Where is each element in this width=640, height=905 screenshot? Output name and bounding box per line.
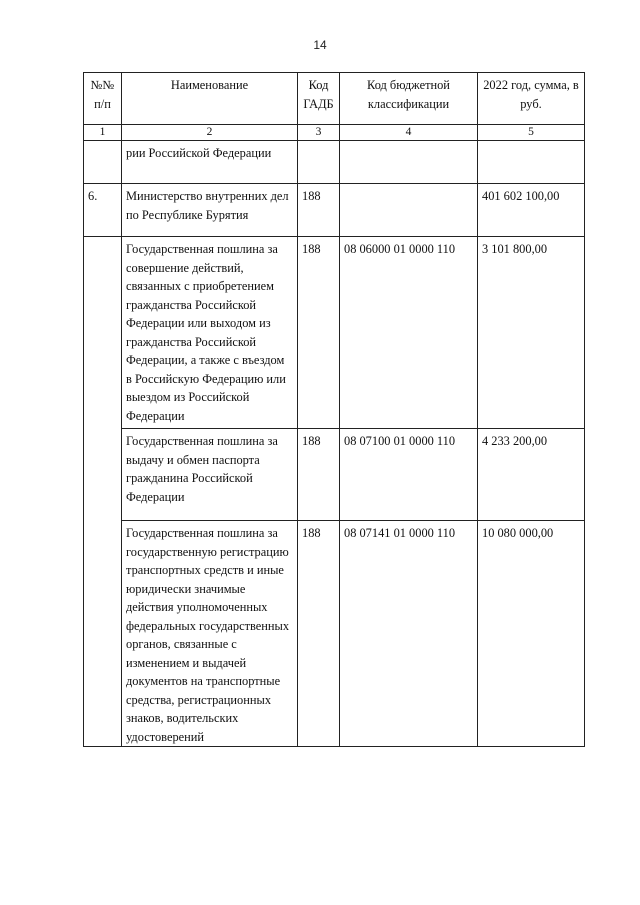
table-row <box>84 237 585 429</box>
row-gadb-code: 188 <box>298 237 340 429</box>
row-gadb-code <box>298 141 340 184</box>
row-sum: 4 233 200,00 <box>478 429 585 521</box>
row-number: 6. <box>84 184 122 237</box>
row-sum: 10 080 000,00 <box>478 521 585 747</box>
row-sum <box>478 141 585 184</box>
row-kbk: 08 07100 01 0000 110 <box>340 429 478 521</box>
header-name: Наименование <box>122 73 298 125</box>
table-header-row <box>84 73 585 125</box>
row-number <box>84 429 122 521</box>
column-number: 3 <box>298 125 340 141</box>
header-number: №№ п/п <box>84 73 122 125</box>
row-gadb-code: 188 <box>298 429 340 521</box>
row-number <box>84 141 122 184</box>
row-gadb-code: 188 <box>298 521 340 747</box>
table-row <box>84 429 585 521</box>
column-number: 5 <box>478 125 585 141</box>
row-gadb-code: 188 <box>298 184 340 237</box>
table-row <box>84 184 585 237</box>
row-name: рии Российской Федерации <box>122 141 298 184</box>
row-sum: 3 101 800,00 <box>478 237 585 429</box>
row-number <box>84 237 122 429</box>
column-number: 1 <box>84 125 122 141</box>
column-number: 2 <box>122 125 298 141</box>
row-kbk: 08 06000 01 0000 110 <box>340 237 478 429</box>
page-number: 14 <box>313 38 327 52</box>
column-numbering-row <box>84 125 585 141</box>
row-kbk <box>340 141 478 184</box>
header-budget-classification-code: Код бюджетной классификации <box>340 73 478 125</box>
table-row <box>84 141 585 184</box>
header-sum-2022: 2022 год, сумма, в руб. <box>478 73 585 125</box>
row-name: Государственная пошлина за совершение действий, связанных с приобретением гражданства Российской Федерации или выходом из гражданства Российской Федерации, а также с въездом в Российскую Федерацию или выездом из Российской Федерации <box>122 237 298 429</box>
column-number: 4 <box>340 125 478 141</box>
row-kbk <box>340 184 478 237</box>
row-sum: 401 602 100,00 <box>478 184 585 237</box>
budget-revenue-table <box>83 72 585 747</box>
table-row <box>84 521 585 747</box>
row-number <box>84 521 122 747</box>
row-name: Министерство внутренних дел по Республике Бурятия <box>122 184 298 237</box>
row-name: Государственная пошлина за государственную регистрацию транспортных средств и иные юридически значимые действия уполномоченных федеральных государственных органов, связанные с изменением и выдачей документов на транспортные средства, регистрационных знаков, водительских удостоверений <box>122 521 298 747</box>
header-gadb-code: Код ГАДБ <box>298 73 340 125</box>
row-kbk: 08 07141 01 0000 110 <box>340 521 478 747</box>
row-name: Государственная пошлина за выдачу и обмен паспорта гражданина Российской Федерации <box>122 429 298 521</box>
